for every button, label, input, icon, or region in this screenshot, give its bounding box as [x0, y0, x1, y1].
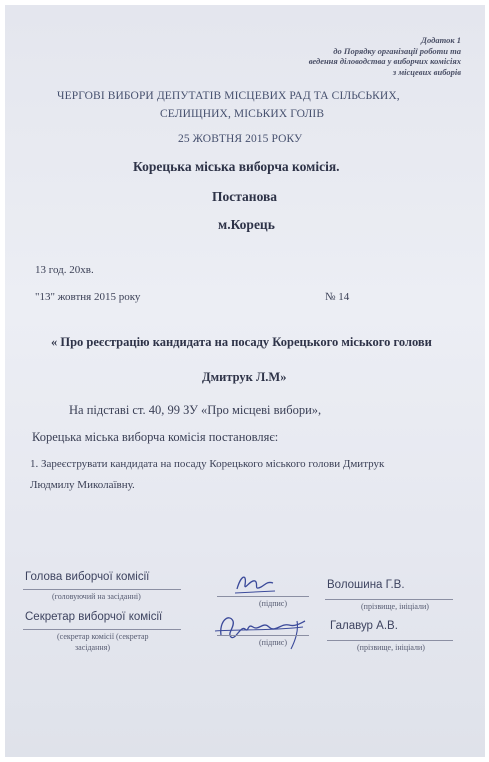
- city-name: м.Корець: [218, 217, 275, 232]
- chair-name: Волошина Г.В.: [327, 579, 405, 591]
- appendix-line: ведення діловодства у виборчих комісіях: [308, 56, 461, 66]
- chair-signature: [233, 571, 277, 602]
- document-number: № 14: [325, 291, 350, 303]
- secretary-caption-line1: (секретар комісії (секретар: [57, 632, 149, 641]
- subject-line2: Дмитрук Л.М»: [202, 370, 287, 384]
- secretary-name-caption: (прізвище, ініціали): [357, 643, 425, 652]
- secretary-underline: [23, 629, 181, 630]
- resolution-item-1-line1: 1. Зареєструвати кандидата на посаду Корецького міського голови Дмитрук: [30, 458, 385, 470]
- appendix-line: Додаток 1: [421, 35, 461, 45]
- chair-name-underline: [325, 599, 453, 600]
- commission-name: Корецька міська виборча комісія.: [133, 159, 340, 174]
- chair-sign-caption: (підпис): [259, 599, 288, 608]
- secretary-name-underline: [327, 640, 453, 641]
- document-page: [5, 5, 485, 757]
- secretary-name: Галавур А.В.: [330, 620, 398, 632]
- chair-name-caption: (прізвище, ініціали): [361, 602, 429, 611]
- chair-title: Голова виборчої комісії: [25, 571, 150, 583]
- chair-caption: (головуючий на засіданні): [52, 592, 141, 601]
- secretary-sign-underline: [217, 635, 309, 636]
- election-header-line2: СЕЛИЩНИХ, МІСЬКИХ ГОЛІВ: [160, 108, 325, 120]
- resolution-intro: Корецька міська виборча комісія постановляє:: [32, 430, 279, 444]
- document-date: "13" жовтня 2015 року: [35, 291, 141, 303]
- secretary-signature: [211, 607, 307, 656]
- chair-underline: [23, 589, 181, 590]
- election-header-line1: ЧЕРГОВІ ВИБОРИ ДЕПУТАТІВ МІСЦЕВИХ РАД ТА СІЛЬСЬКИХ,: [57, 90, 400, 102]
- secretary-caption-line2: засідання): [75, 643, 111, 652]
- subject-line1: « Про реєстрацію кандидата на посаду Корецького міського голови: [51, 335, 432, 349]
- appendix-line: з місцевих виборів: [392, 66, 461, 77]
- secretary-title: Секретар виборчої комісії: [25, 611, 163, 623]
- appendix-line: до Порядку організації роботи та: [333, 45, 461, 56]
- resolution-item-1-line2: Людмилу Миколаївну.: [30, 479, 135, 491]
- appendix-note: [309, 35, 461, 77]
- secretary-sign-caption: (підпис): [259, 638, 288, 647]
- chair-sign-underline: [217, 596, 309, 597]
- document-type: Постанова: [212, 189, 278, 204]
- election-date: 25 ЖОВТНЯ 2015 РОКУ: [178, 133, 303, 145]
- basis-text: На підставі ст. 40, 99 ЗУ «Про місцеві вибори»,: [69, 403, 322, 417]
- document-time: 13 год. 20хв.: [35, 264, 94, 276]
